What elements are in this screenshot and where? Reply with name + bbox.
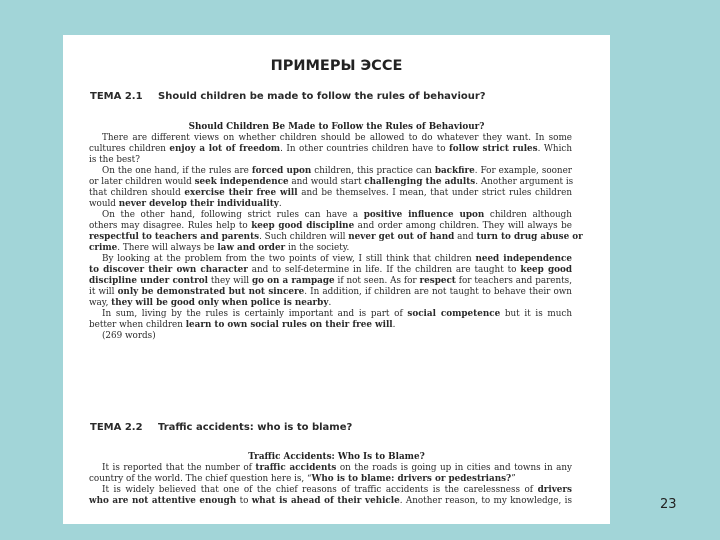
bold-phrase: exercise their free will xyxy=(184,188,298,198)
essay-line xyxy=(89,496,572,507)
text-run: and be themselves. I mean, that under strict rules children xyxy=(297,188,572,198)
text-run: and would start xyxy=(288,177,365,187)
page-title: ПРИМЕРЫ ЭССЕ xyxy=(270,58,403,74)
essay-title: Should Children Be Made to Follow the Rules of Behaviour? xyxy=(188,122,485,132)
essay-line xyxy=(102,309,572,320)
text-run: . There will always be xyxy=(117,243,218,253)
text-run: would xyxy=(89,199,119,209)
bold-phrase: seek independence xyxy=(194,177,289,187)
text-run: for teachers and parents, xyxy=(455,276,572,286)
text-run: On the other hand, following strict rules can have a xyxy=(102,210,364,220)
bold-phrase: social competence xyxy=(407,309,501,319)
bold-phrase: they will be good only when police is nearby xyxy=(111,298,329,308)
text-run: On the one hand, if the rules are xyxy=(102,166,252,176)
text-run: . Such children will xyxy=(259,232,349,242)
text-run: . In addition, if children are not taught to behave their own xyxy=(304,287,572,297)
essay-line xyxy=(89,221,572,232)
text-run: . Another reason, to my knowledge, is xyxy=(399,496,572,506)
bold-phrase: only be demonstrated but not sincere xyxy=(117,287,305,297)
text-run: . xyxy=(392,320,396,330)
topic-heading-2-1 xyxy=(90,91,486,102)
bold-phrase: crime xyxy=(89,243,118,253)
essay-line xyxy=(102,331,572,342)
essay-line xyxy=(89,199,572,210)
bold-phrase: need independence xyxy=(475,254,572,264)
text-run: There are different views on whether children should be allowed to do whatever they want. In some xyxy=(102,133,572,143)
bold-phrase: never get out of hand xyxy=(348,232,455,242)
essay-line xyxy=(102,133,572,144)
essay-line xyxy=(89,243,572,254)
bold-phrase: law and order xyxy=(217,243,286,253)
topic-number: ТЕМА 2.2 xyxy=(90,422,143,433)
essay-line xyxy=(89,155,572,166)
text-run: better when children xyxy=(89,320,186,330)
text-run: and xyxy=(454,232,477,242)
bold-phrase: discipline under control xyxy=(89,276,208,286)
text-run: and to self-determine in life. If the children are taught to xyxy=(247,265,521,275)
essay-line xyxy=(89,144,572,155)
text-run: or later children would xyxy=(89,177,195,187)
bold-phrase: backfire xyxy=(434,166,475,176)
essay-line xyxy=(102,166,572,177)
essay-title: Traffic Accidents: Who Is to Blame? xyxy=(248,452,425,462)
bold-phrase: respect xyxy=(419,276,456,286)
bold-phrase: drivers xyxy=(537,485,572,495)
essay-line xyxy=(89,298,572,309)
text-run: . xyxy=(278,199,282,209)
topic-question: Should children be made to follow the rules of behaviour? xyxy=(158,91,486,102)
essay-line xyxy=(89,177,572,188)
text-run: others may disagree. Rules help to xyxy=(89,221,252,231)
text-run: . Another argument is xyxy=(475,177,574,187)
text-run: it will xyxy=(89,287,118,297)
text-run: way, xyxy=(89,298,112,308)
essay-line xyxy=(102,254,572,265)
text-run: . In other countries children have to xyxy=(280,144,449,154)
bold-phrase: turn to drug abuse or xyxy=(476,232,583,242)
bold-phrase: never develop their individuality xyxy=(118,199,279,209)
text-run: ” xyxy=(511,474,516,484)
document-page xyxy=(63,35,610,524)
text-run: they will xyxy=(207,276,252,286)
essay-line xyxy=(89,287,572,298)
text-run: is the best? xyxy=(89,155,140,165)
text-run: that children should xyxy=(89,188,185,198)
bold-phrase: forced upon xyxy=(251,166,312,176)
text-run: but it is much xyxy=(500,309,572,319)
bold-phrase: learn to own social rules on their free will xyxy=(185,320,393,330)
text-run: . For example, sooner xyxy=(474,166,572,176)
bold-phrase: follow strict rules xyxy=(449,144,538,154)
topic-heading-2-2 xyxy=(90,422,352,433)
topic-question: Traffic accidents: who is to blame? xyxy=(158,422,353,433)
bold-phrase: enjoy a lot of freedom xyxy=(169,144,281,154)
text-run: and order among children. They will always be xyxy=(354,221,572,231)
text-run: In sum, living by the rules is certainly important and is part of xyxy=(102,309,408,319)
bold-phrase: go on a rampage xyxy=(251,276,335,286)
essay-line xyxy=(89,188,572,199)
text-run: By looking at the problem from the two points of view, I still think that children xyxy=(102,254,476,264)
essay-line xyxy=(89,474,572,485)
text-run: It is reported that the number of xyxy=(102,463,256,473)
text-run: in the society. xyxy=(285,243,350,253)
bold-phrase: positive influence upon xyxy=(363,210,485,220)
text-run: . xyxy=(328,298,332,308)
essay-line xyxy=(89,265,572,276)
text-run: on the roads is going up in cities and towns in any xyxy=(336,463,572,473)
bold-phrase: what is ahead of their vehicle xyxy=(251,496,400,506)
topic-number: ТЕМА 2.1 xyxy=(90,91,143,102)
text-run: country of the world. The chief question here is, “ xyxy=(89,474,312,484)
essay-line xyxy=(89,232,583,243)
text-run: . Which xyxy=(537,144,572,154)
text-run: It is widely believed that one of the chief reasons of traffic accidents is the carelessness of xyxy=(102,485,538,495)
text-run: cultures children xyxy=(89,144,170,154)
bold-phrase: challenging the adults xyxy=(364,177,476,187)
slide-page-number: 23 xyxy=(660,497,677,512)
essay-line xyxy=(89,320,572,331)
bold-phrase: traffic accidents xyxy=(255,463,337,473)
bold-phrase: respectful to teachers and parents xyxy=(89,232,260,242)
bold-phrase: keep good discipline xyxy=(251,221,355,231)
essay-line xyxy=(102,463,572,474)
essay-line xyxy=(102,210,572,221)
bold-phrase: keep good xyxy=(520,265,572,275)
text-run: to xyxy=(236,496,252,506)
essay-line xyxy=(89,276,572,287)
essay-line xyxy=(102,485,572,496)
text-run: children although xyxy=(484,210,572,220)
text-run: if not seen. As for xyxy=(334,276,420,286)
text-run: (269 words) xyxy=(102,331,156,341)
bold-phrase: Who is to blame: drivers or pedestrians? xyxy=(311,474,512,484)
text-run: children, this practice can xyxy=(311,166,435,176)
bold-phrase: who are not attentive enough xyxy=(89,496,237,506)
bold-phrase: to discover their own character xyxy=(89,265,248,275)
